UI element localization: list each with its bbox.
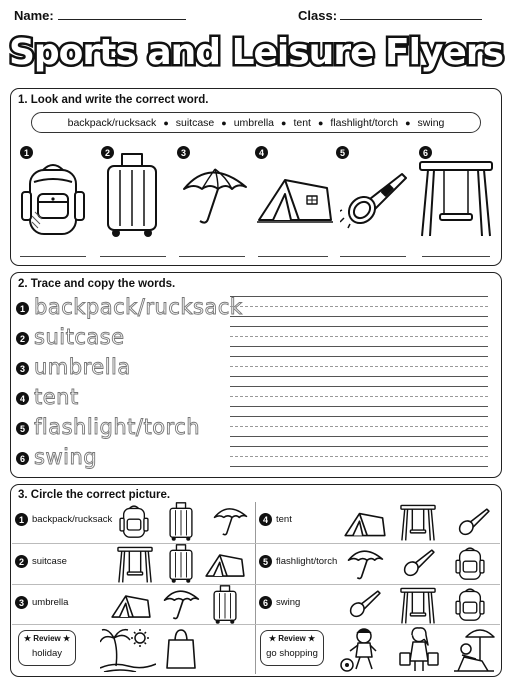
tent-icon[interactable]: [343, 508, 387, 540]
swing-icon[interactable]: [117, 544, 153, 584]
swing-icon: [418, 156, 494, 238]
item-number: 5: [16, 422, 29, 435]
trace-word: tent: [34, 385, 79, 409]
circle-word: tent: [276, 514, 292, 525]
suitcase-icon: [104, 150, 160, 238]
copy-line: [230, 466, 488, 467]
item-number: 6: [259, 596, 272, 609]
item-number: 1: [16, 302, 29, 315]
item-number: 5: [336, 146, 349, 159]
item-number: 6: [419, 146, 432, 159]
review-label: ★ Review ★: [268, 634, 316, 643]
swing-icon[interactable]: [400, 585, 436, 625]
item-number: 3: [16, 362, 29, 375]
answer-line[interactable]: [258, 256, 328, 257]
answer-line[interactable]: [20, 256, 86, 257]
girl-shopping-icon: [398, 627, 440, 673]
tent-icon[interactable]: [110, 590, 152, 622]
copy-line: [230, 456, 488, 457]
beach-icon: [100, 628, 156, 672]
shopping-bag-icon: [166, 628, 196, 670]
trace-word: swing: [34, 445, 98, 469]
item-number: 1: [15, 513, 28, 526]
boy-football-icon: [340, 627, 382, 673]
swing-icon[interactable]: [400, 502, 436, 542]
copy-line: [230, 406, 488, 407]
tent-icon: [255, 170, 335, 228]
suitcase-icon[interactable]: [168, 543, 194, 583]
copy-line: [230, 416, 488, 417]
trace-word: flashlight/torch: [34, 415, 201, 439]
item-number: 5: [259, 555, 272, 568]
section-1-title: 1. Look and write the correct word.: [18, 94, 209, 106]
umbrella-icon[interactable]: [212, 504, 250, 538]
item-number: 2: [15, 555, 28, 568]
copy-line: [230, 316, 488, 317]
copy-lines-area[interactable]: [230, 292, 488, 472]
backpack-icon[interactable]: [454, 586, 486, 622]
item-number: 6: [16, 452, 29, 465]
name-line[interactable]: [58, 19, 186, 20]
flashlight-icon: [340, 168, 410, 230]
trace-word: backpack/rucksack: [34, 295, 243, 319]
review-box-go-shopping: [260, 630, 324, 666]
umbrella-icon[interactable]: [346, 546, 386, 582]
suitcase-icon[interactable]: [212, 584, 238, 624]
copy-line: [230, 396, 488, 397]
item-number: 1: [20, 146, 33, 159]
review-word: holiday: [31, 648, 63, 659]
row-divider: [12, 543, 500, 544]
word-bank-item: tent: [293, 116, 311, 129]
tent-icon[interactable]: [204, 549, 246, 581]
item-number: 2: [101, 146, 114, 159]
review-word: go shopping: [266, 648, 318, 659]
umbrella-icon[interactable]: [162, 586, 202, 622]
flashlight-icon[interactable]: [455, 506, 491, 538]
flashlight-icon[interactable]: [346, 588, 382, 620]
answer-line[interactable]: [179, 256, 245, 257]
copy-line: [230, 426, 488, 427]
item-number: 4: [16, 392, 29, 405]
flashlight-icon[interactable]: [400, 547, 436, 579]
backpack-icon[interactable]: [118, 503, 150, 539]
name-label: Name:: [14, 8, 54, 23]
item-number: 2: [16, 332, 29, 345]
backpack-icon[interactable]: [454, 545, 486, 581]
word-bank-item: umbrella: [233, 116, 274, 129]
word-bank-item: flashlight/torch: [330, 116, 399, 129]
backpack-icon: [18, 158, 88, 238]
column-divider: [255, 502, 256, 674]
copy-line: [230, 356, 488, 357]
item-number: 3: [15, 596, 28, 609]
answer-line[interactable]: [100, 256, 166, 257]
class-label: Class:: [298, 8, 338, 23]
word-bank-item: swing: [417, 116, 445, 129]
review-label: ★ Review ★: [23, 634, 71, 643]
copy-line: [230, 336, 488, 337]
item-number: 3: [177, 146, 190, 159]
trace-word: umbrella: [34, 355, 131, 379]
copy-line: [230, 446, 488, 447]
answer-line[interactable]: [422, 256, 490, 257]
review-box-holiday: [18, 630, 76, 666]
copy-line: [230, 296, 488, 297]
worksheet-title: Sports and Leisure Flyers: [8, 32, 504, 73]
circle-word: umbrella: [32, 597, 69, 608]
suitcase-icon[interactable]: [168, 501, 194, 541]
copy-line: [230, 436, 488, 437]
copy-line: [230, 306, 488, 307]
answer-line[interactable]: [340, 256, 406, 257]
circle-word: suitcase: [32, 556, 67, 567]
word-bank-item: suitcase: [175, 116, 215, 129]
circle-word: flashlight/torch: [276, 556, 338, 567]
section-2-title: 2. Trace and copy the words.: [18, 278, 176, 290]
circle-word: backpack/rucksack: [32, 514, 113, 525]
section-3-title: 3. Circle the correct picture.: [18, 489, 171, 501]
trace-word: suitcase: [34, 325, 125, 349]
word-bank: backpack/rucksack ● suitcase ● umbrella ● tent ● flashlight/torch ● swing: [31, 112, 481, 133]
copy-line: [230, 346, 488, 347]
circle-word: swing: [276, 597, 301, 608]
copy-line: [230, 386, 488, 387]
copy-line: [230, 326, 488, 327]
copy-line: [230, 366, 488, 367]
beach-chair-icon: [452, 627, 496, 673]
copy-line: [230, 376, 488, 377]
item-number: 4: [255, 146, 268, 159]
umbrella-icon: [180, 163, 252, 229]
item-number: 4: [259, 513, 272, 526]
class-line[interactable]: [340, 19, 482, 20]
word-bank-item: backpack/rucksack: [67, 116, 157, 129]
